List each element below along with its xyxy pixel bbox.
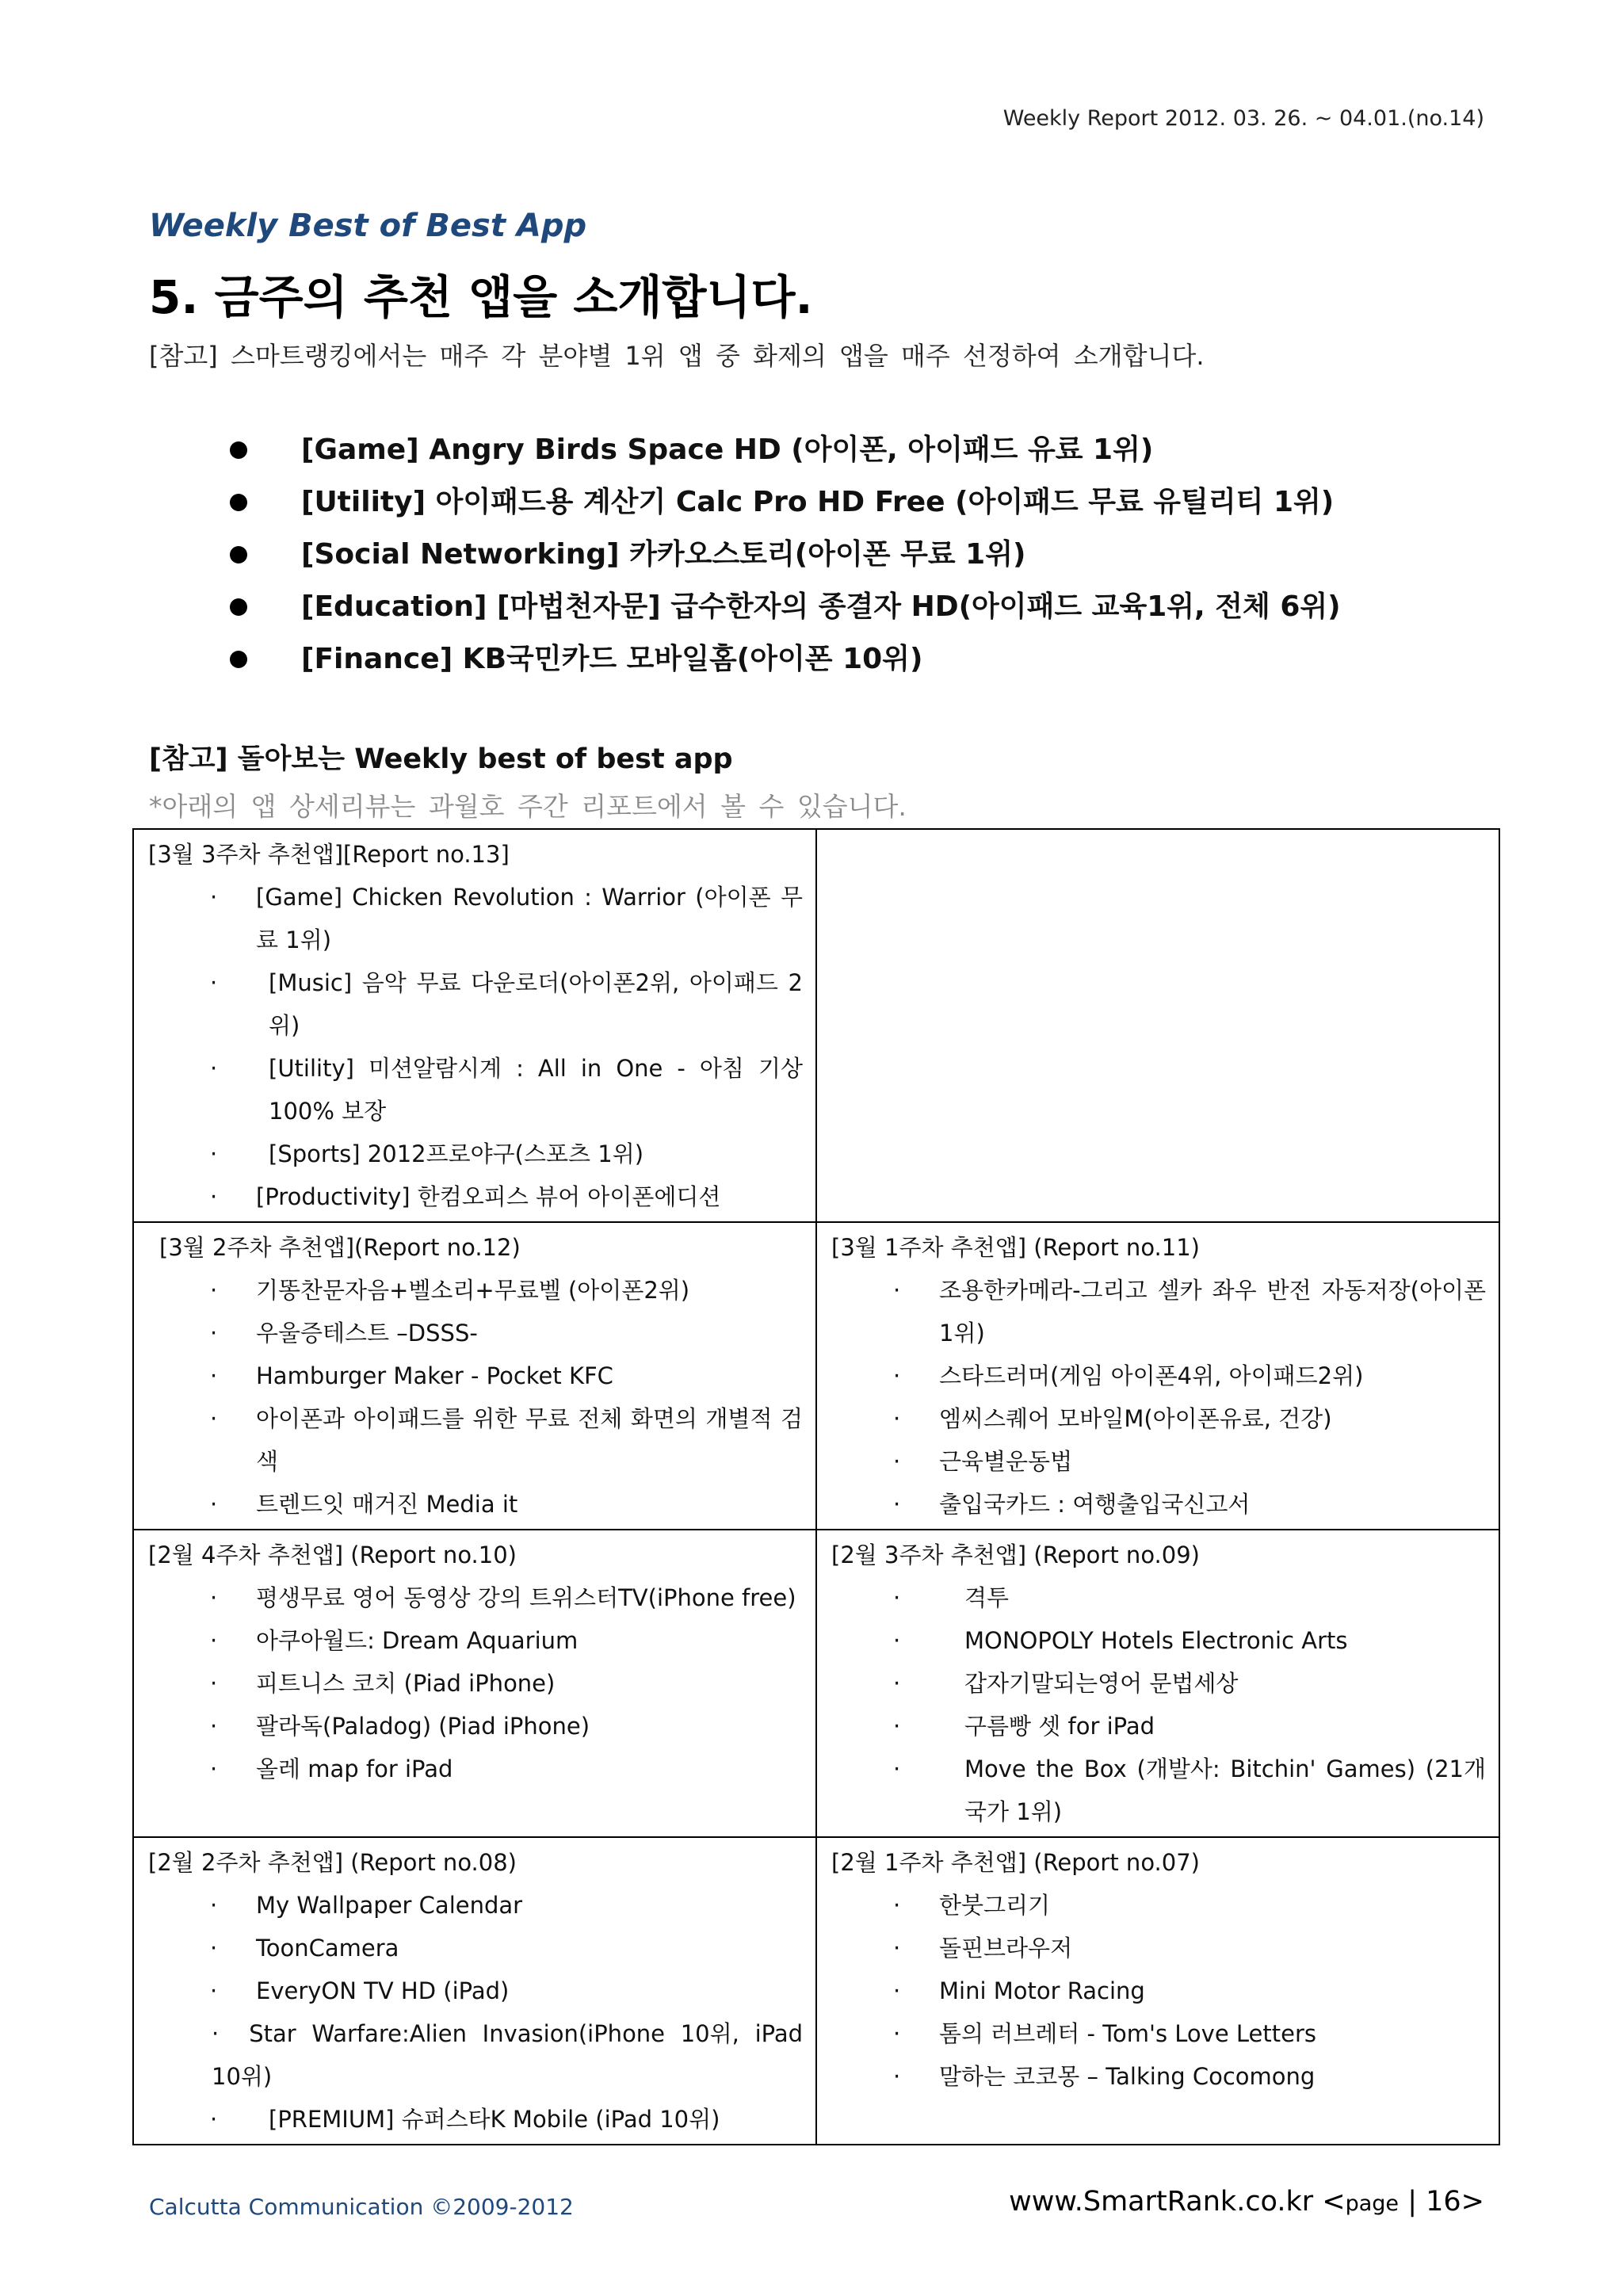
app-text: 스타드러머(게임 아이폰4위, 아이패드2위) <box>939 1362 1364 1389</box>
bullet-icon: · <box>893 1977 901 2004</box>
bullet-icon: · <box>210 1935 218 1962</box>
list-item <box>148 2098 803 2141</box>
bullet-icon: · <box>210 1362 218 1389</box>
footer-page-info <box>1009 2186 1484 2218</box>
table-row <box>133 1222 1499 1530</box>
report-range: Weekly Report 2012. 03. 26. ~ 04.01.(no.14) <box>1002 106 1484 131</box>
bullet-icon: · <box>893 1935 901 1962</box>
week-app-list <box>148 1269 803 1526</box>
bullet-icon: · <box>893 1448 901 1475</box>
list-item <box>831 1483 1486 1526</box>
bullet-icon: · <box>210 1491 218 1518</box>
app-text: 트렌드잇 매거진 Media it <box>256 1491 518 1518</box>
list-item <box>148 1047 803 1133</box>
list-item <box>831 1748 1486 1833</box>
bullet-icon: · <box>210 1670 218 1697</box>
page-separator: | <box>1407 2186 1417 2218</box>
app-text: 한붓그리기 <box>939 1892 1051 1919</box>
reference-note: *아래의 앱 상세리뷰는 과월호 주간 리포트에서 볼 수 있습니다. <box>149 791 907 822</box>
list-item <box>831 1354 1486 1397</box>
list-item <box>148 1397 803 1483</box>
bullet-icon: · <box>210 1320 218 1347</box>
week-app-list <box>831 1576 1486 1833</box>
list-item <box>831 1662 1486 1705</box>
list-item <box>831 1969 1486 2012</box>
featured-app-item <box>230 633 1341 686</box>
bullet-icon: · <box>210 2106 218 2133</box>
app-text: [Music] 음악 무료 다운로더(아이폰2위, 아이패드 2위) <box>269 969 803 1039</box>
week-cell-08 <box>133 1837 816 2145</box>
app-text: 평생무료 영어 동영상 강의 트위스터TV(iPhone free) <box>256 1584 796 1611</box>
bullet-icon: · <box>210 1405 218 1432</box>
week-cell-12 <box>133 1222 816 1530</box>
week-heading: [3월 3주차 추천앱][Report no.13] <box>148 841 510 868</box>
list-item <box>831 1705 1486 1748</box>
featured-app-text: [Game] Angry Birds Space HD (아이폰, 아이패드 유료 1위) <box>301 434 1154 466</box>
list-item <box>831 1619 1486 1662</box>
list-item <box>148 876 803 961</box>
list-item <box>148 1576 803 1619</box>
list-item <box>148 2012 803 2098</box>
app-text: 말하는 코코몽 – Talking Cocomong <box>939 2063 1316 2090</box>
featured-app-text: [Finance] KB국민카드 모바일홈(아이폰 10위) <box>301 643 923 675</box>
page-open-bracket: < <box>1322 2186 1346 2218</box>
list-item <box>831 1927 1486 1969</box>
week-cell-13 <box>133 829 816 1222</box>
week-cell-10 <box>133 1530 816 1837</box>
page-word: page <box>1345 2191 1400 2216</box>
list-item <box>148 1748 803 1790</box>
bullet-icon: · <box>893 1713 901 1740</box>
app-text: 톰의 러브레터 - Tom's Love Letters <box>939 2020 1316 2047</box>
list-item <box>148 1705 803 1748</box>
list-item <box>148 1354 803 1397</box>
list-item <box>148 1312 803 1354</box>
featured-app-text: [Social Networking] 카카오스토리(아이폰 무료 1위) <box>301 538 1026 571</box>
app-text: 엠씨스퀘어 모바일M(아이폰유료, 건강) <box>939 1405 1332 1432</box>
page-close-bracket: > <box>1461 2186 1484 2218</box>
footer-site-link[interactable]: www.SmartRank.co.kr <box>1009 2186 1314 2218</box>
bullet-icon: · <box>210 1055 218 1082</box>
app-text: Star Warfare:Alien Invasion(iPhone 10위, iPad 10위) <box>212 2020 803 2090</box>
week-heading: [2월 3주차 추천앱] (Report no.09) <box>831 1541 1200 1568</box>
app-text: 팔라독(Paladog) (Piad iPhone) <box>256 1713 590 1740</box>
app-text: Mini Motor Racing <box>939 1977 1145 2004</box>
bullet-icon: · <box>893 2063 901 2090</box>
table-row <box>133 829 1499 1222</box>
app-text: My Wallpaper Calendar <box>256 1892 523 1919</box>
week-cell-11 <box>816 1222 1499 1530</box>
week-app-list <box>831 1269 1486 1526</box>
app-text: [Utility] 미션알람시계 : All in One - 아침 기상 100% 보장 <box>269 1055 803 1125</box>
table-row <box>133 1837 1499 2145</box>
table-row <box>133 1530 1499 1837</box>
section-note: [참고] 스마트랭킹에서는 매주 각 분야별 1위 앱 중 화제의 앱을 매주 선정하여 소개합니다. <box>149 341 1205 371</box>
bullet-icon: · <box>893 1405 901 1432</box>
app-text: 우울증테스트 –DSSS- <box>256 1320 478 1347</box>
app-text: [Game] Chicken Revolution : Warrior (아이폰 무료 1위) <box>256 884 803 953</box>
list-item <box>148 1483 803 1526</box>
featured-app-item <box>230 476 1341 529</box>
app-text: 격투 <box>964 1584 1010 1611</box>
bullet-icon: · <box>893 1491 901 1518</box>
featured-app-text: [Utility] 아이패드용 계산기 Calc Pro HD Free (아이패드 무료 유틸리티 1위) <box>301 486 1335 518</box>
app-text: MONOPOLY Hotels Electronic Arts <box>964 1627 1348 1654</box>
bullet-dot-icon <box>230 546 247 563</box>
bullet-icon: · <box>210 1277 218 1304</box>
bullet-icon: · <box>210 1713 218 1740</box>
list-item <box>831 1269 1486 1354</box>
list-item <box>831 2012 1486 2055</box>
bullet-dot-icon <box>230 598 247 616</box>
list-item <box>831 1884 1486 1927</box>
bullet-icon: · <box>893 1670 901 1697</box>
app-text: 기똥찬문자음+벨소리+무료벨 (아이폰2위) <box>256 1277 690 1304</box>
app-text: [PREMIUM] 슈퍼스타K Mobile (iPad 10위) <box>269 2106 720 2133</box>
list-item <box>831 1397 1486 1440</box>
list-item <box>148 1969 803 2012</box>
bullet-icon: · <box>210 1584 218 1611</box>
app-text: ToonCamera <box>256 1935 399 1962</box>
list-item <box>148 1619 803 1662</box>
app-text: 아쿠아월드: Dream Aquarium <box>256 1627 579 1654</box>
list-item <box>831 2055 1486 2098</box>
week-cell-09 <box>816 1530 1499 1837</box>
featured-app-text: [Education] [마법천자문] 급수한자의 종결자 HD(아이패드 교육1위, 전체 6위) <box>301 590 1341 623</box>
page-number: 16 <box>1426 2186 1461 2218</box>
list-item <box>831 1440 1486 1483</box>
bullet-icon: · <box>210 1140 218 1167</box>
footer-company: Calcutta Communication ©2009-2012 <box>149 2194 574 2220</box>
bullet-icon: · <box>210 1183 218 1210</box>
list-item <box>148 1927 803 1969</box>
app-text: [Sports] 2012프로야구(스포츠 1위) <box>269 1140 644 1167</box>
list-item <box>148 1884 803 1927</box>
week-heading: [3월 2주차 추천앱](Report no.12) <box>159 1234 521 1261</box>
bullet-icon: · <box>210 1755 218 1782</box>
week-heading: [2월 2주차 추천앱] (Report no.08) <box>148 1849 517 1876</box>
bullet-icon: · <box>893 1277 901 1304</box>
list-item <box>148 961 803 1047</box>
bullet-icon: · <box>210 884 218 911</box>
bullet-icon: · <box>893 1892 901 1919</box>
section-title: 5. 금주의 추천 앱을 소개합니다. <box>149 270 813 324</box>
bullet-icon: · <box>210 1977 218 2004</box>
featured-app-item <box>230 529 1341 581</box>
section-subtitle: Weekly Best of Best App <box>149 208 587 244</box>
bullet-icon: · <box>210 969 218 996</box>
week-heading: [2월 4주차 추천앱] (Report no.10) <box>148 1541 517 1568</box>
week-cell-07 <box>816 1837 1499 2145</box>
app-text: 아이폰과 아이패드를 위한 무료 전체 화면의 개별적 검색 <box>256 1405 803 1475</box>
week-app-list <box>831 1884 1486 2098</box>
app-text: 근육별운동법 <box>939 1448 1073 1475</box>
app-text: Move the Box (개발사: Bitchin' Games) (21개국가 1위) <box>964 1755 1486 1825</box>
week-heading: [2월 1주차 추천앱] (Report no.07) <box>831 1849 1200 1876</box>
app-text: 갑자기말되는영어 문법세상 <box>964 1670 1239 1697</box>
bullet-icon: · <box>893 2020 901 2047</box>
week-app-list <box>148 1884 803 2141</box>
empty-cell <box>816 829 1499 1222</box>
list-item <box>148 1133 803 1175</box>
list-item <box>148 1175 803 1218</box>
week-app-list <box>148 1576 803 1790</box>
app-text: Hamburger Maker - Pocket KFC <box>256 1362 613 1389</box>
app-text: [Productivity] 한컴오피스 뷰어 아이폰에디션 <box>256 1183 721 1210</box>
week-heading: [3월 1주차 추천앱] (Report no.11) <box>831 1234 1200 1261</box>
app-text: 구름빵 셋 for iPad <box>964 1713 1155 1740</box>
reference-title: [참고] 돌아보는 Weekly best of best app <box>149 743 733 775</box>
app-text: 돌핀브라우저 <box>939 1935 1073 1962</box>
bullet-icon: · <box>210 1892 218 1919</box>
bullet-icon: · <box>210 1627 218 1654</box>
app-text: 피트니스 코치 (Piad iPhone) <box>256 1670 556 1697</box>
featured-app-list <box>230 424 1341 686</box>
bullet-icon: · <box>893 1362 901 1389</box>
week-app-list <box>148 876 803 1218</box>
app-text: EveryON TV HD (iPad) <box>256 1977 510 2004</box>
bullet-icon: · <box>212 2020 220 2047</box>
bullet-dot-icon <box>230 651 247 668</box>
bullet-dot-icon <box>230 494 247 511</box>
list-item <box>831 1576 1486 1619</box>
featured-app-item <box>230 424 1341 476</box>
app-text: 올레 map for iPad <box>256 1755 453 1782</box>
bullet-icon: · <box>893 1755 901 1782</box>
past-picks-table <box>132 828 1500 2145</box>
bullet-icon: · <box>893 1584 901 1611</box>
list-item <box>148 1269 803 1312</box>
featured-app-item <box>230 581 1341 633</box>
list-item <box>148 1662 803 1705</box>
app-text: 출입국카드 : 여행출입국신고서 <box>939 1491 1251 1518</box>
bullet-icon: · <box>893 1627 901 1654</box>
app-text: 조용한카메라-그리고 셀카 좌우 반전 자동저장(아이폰1위) <box>939 1277 1486 1347</box>
bullet-dot-icon <box>230 441 247 459</box>
